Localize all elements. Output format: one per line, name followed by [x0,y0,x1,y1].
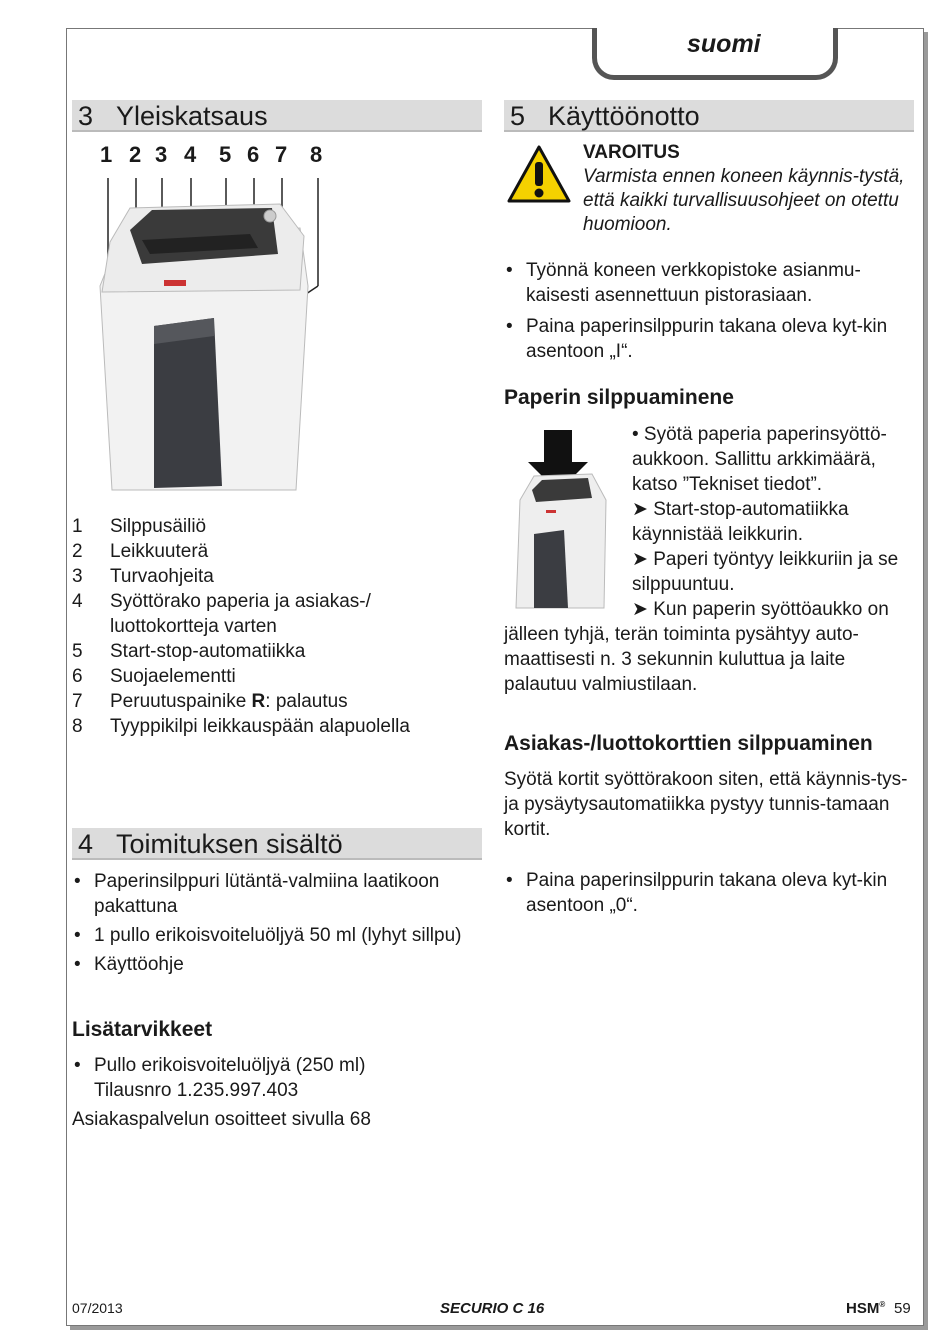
legend-item: 7 Peruutuspainike R: palautus [72,691,348,712]
callout-numbers [100,142,340,170]
service-note: Asiakaspalvelun osoitteet sivulla 68 [72,1109,371,1130]
feed-paper-illustration [506,428,616,614]
section-number: 5 [510,101,526,131]
language-tab [592,28,838,80]
overview-legend [72,514,482,739]
section-5-heading [504,100,914,132]
shredding-title: Paperin silppuaminene [504,386,734,409]
legend-item: 4 Syöttörako paperia ja asiakas-/ [72,591,371,612]
warning-label: VAROITUS [583,142,680,163]
section-title: Käyttöönotto [548,101,700,131]
callout-1: 1 [100,142,113,167]
section-number: 4 [78,829,94,859]
list-item: • Paina paperinsilppurin takana oleva kyt-kin asentoon „0“. [504,868,904,918]
cards-text: Syötä kortit syöttörakoon siten, että käynnis-tys- ja pysäytysautomatiikka pystyy tunnis-tamaan kortit. [504,769,908,840]
legend-item: luottokortteja varten [110,616,277,637]
callout-8: 8 [310,142,323,167]
section-3-heading [72,100,482,132]
legend-item: 2 Leikkuuterä [72,541,209,562]
callout-5: 5 [219,142,232,167]
legend-item: 8 Tyyppikilpi leikkauspään alapuolella [72,716,410,737]
language-label: suomi [687,30,761,58]
cards-title: Asiakas-/luottokorttien silppuaminen [504,732,873,755]
footer-brand-logo: HSM® [846,1300,886,1317]
shredding-intro: • Syötä paperia paperinsyöttö-aukkoon. Sallittu arkkimäärä, katso ”Tekniset tiedot”. [632,424,887,495]
accessories-list [72,1053,402,1103]
section-title: Yleiskatsaus [116,101,268,131]
step-item: ➤ Kun paperin syöttöaukko on [632,599,889,620]
footer-model: SECURIO C 16 [440,1300,545,1317]
step-item: ➤ Start-stop-automatiikka käynnistää leikkurin. [632,499,849,545]
page-number: 59 [894,1300,911,1317]
accessories-title: Lisätarvikkeet [72,1018,213,1041]
callout-6: 6 [247,142,260,167]
arrow-right-icon: ➤ [632,599,654,620]
legend-item: 1 Silppusäiliö [72,516,207,537]
section-4-heading [72,828,482,860]
cards-steps [504,868,904,918]
setup-steps [504,258,904,364]
list-item: • Käyttöohje [72,952,482,977]
list-item: • Paina paperinsilppurin takana oleva kyt-kin asentoon „I“. [504,314,904,364]
callout-4: 4 [184,142,197,167]
arrow-right-icon: ➤ [632,549,654,570]
arrow-right-icon: ➤ [632,499,654,520]
section-number: 3 [78,101,94,131]
legend-item: 3 Turvaohjeita [72,566,214,587]
shredder-illustration [90,168,340,503]
list-item: • Pullo erikoisvoiteluöljyä (250 ml) Tilausnro 1.235.997.403 [72,1053,402,1103]
warning-text: Varmista ennen koneen käynnis-tystä, että kaikki turvallisuusohjeet on otettu huomioon. [583,166,905,235]
step-item: ➤ Paperi työntyy leikkuriin ja se silppuuntuu. [632,549,899,595]
footer-date: 07/2013 [72,1300,123,1316]
list-item: • Työnnä koneen verkkopistoke asianmu-kaisesti asennettuun pistorasiaan. [504,258,904,308]
warning-triangle-icon [506,144,572,204]
list-item: • Paperinsilppuri lütäntä-valmiina laatikoon pakattuna [72,869,482,919]
section-title: Toimituksen sisältö [116,829,343,859]
callout-3: 3 [155,142,168,167]
callout-2: 2 [129,142,142,167]
shredding-last-text: jälleen tyhjä, terän toiminta pysähtyy auto-maattisesti n. 3 sekunnin kuluttua ja laite palautuu valmiustilaan. [504,624,859,695]
delivery-contents-list [72,869,482,977]
callout-7: 7 [275,142,288,167]
shredding-steps [632,497,912,622]
warning-box [583,140,908,237]
legend-item: 5 Start-stop-automatiikka [72,641,306,662]
legend-item: 6 Suojaelementti [72,666,236,687]
list-item: • 1 pullo erikoisvoiteluöljyä 50 ml (lyhyt sillpu) [72,923,482,948]
